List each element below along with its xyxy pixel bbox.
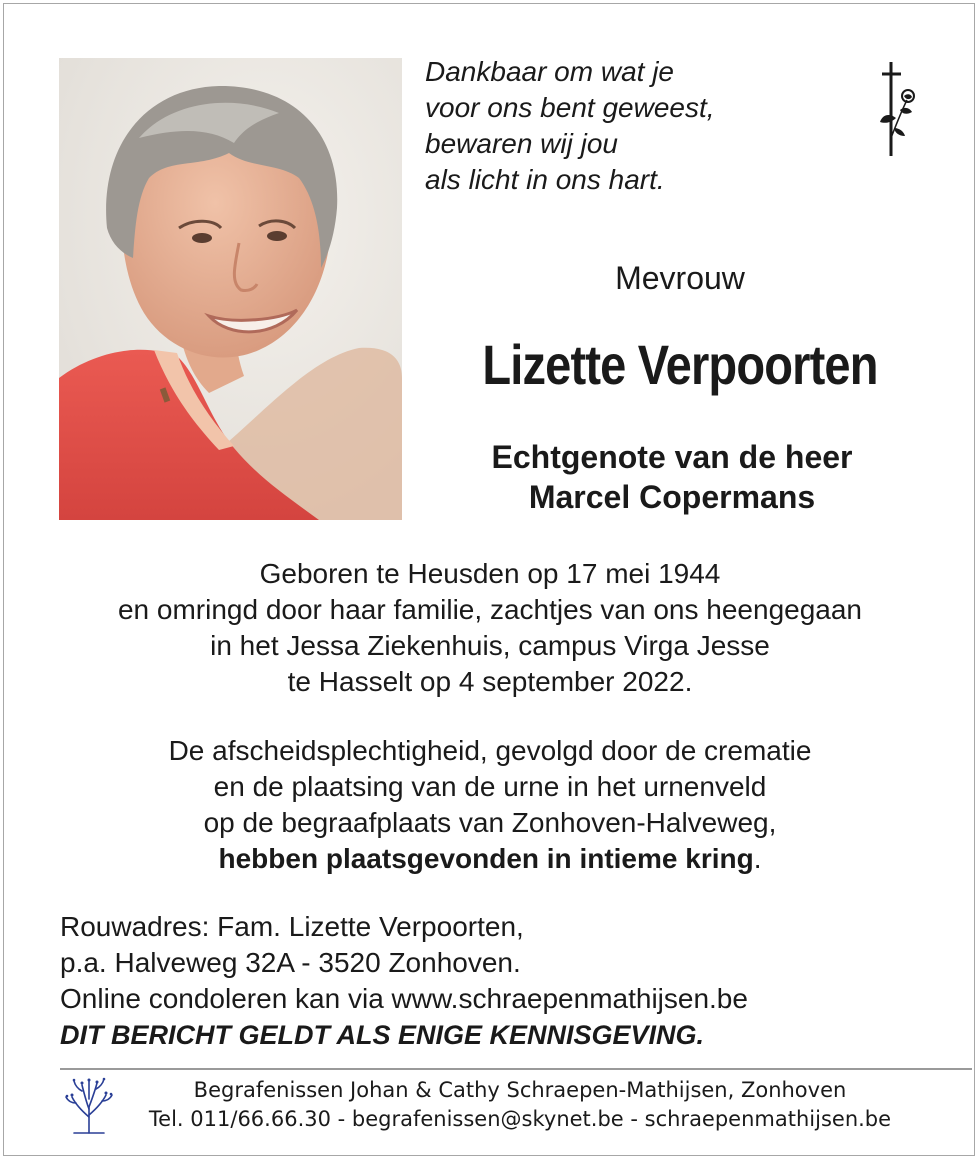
spouse-info — [440, 437, 904, 517]
ceremony-emphasis: hebben plaatsgevonden in intieme kring — [218, 843, 754, 874]
tree-icon — [64, 1077, 114, 1135]
online-condolence: Online condoleren kan via www.schraepenmathijsen.be — [60, 983, 748, 1014]
ceremony-text — [0, 733, 980, 877]
honorific: Mevrouw — [615, 260, 745, 296]
poem-line: bewaren wij jou — [425, 128, 618, 159]
birth-death-text — [0, 556, 980, 700]
memorial-poem — [425, 54, 715, 198]
deceased-name: Lizette Verpoorten — [482, 333, 878, 396]
text-line: De afscheidsplechtigheid, gevolgd door de crematie — [168, 735, 812, 766]
text-line — [0, 841, 980, 877]
text-line: en omringd door haar familie, zachtjes van ons heengegaan — [117, 594, 863, 625]
mourning-address: Rouwadres: Fam. Lizette Verpoorten, — [60, 911, 524, 942]
poem-line: als licht in ons hart. — [425, 164, 665, 195]
funeral-home-name: Begrafenissen Johan & Cathy Schraepen-Mathijsen, Zonhoven — [193, 1078, 847, 1102]
text-line: te Hasselt op 4 september 2022. — [287, 666, 693, 697]
funeral-home-contact: Tel. 011/66.66.30 - begrafenissen@skynet.be - schraepenmathijsen.be — [148, 1107, 892, 1131]
funeral-home-footer — [120, 1076, 920, 1134]
text-line: Geboren te Heusden op 17 mei 1944 — [259, 558, 721, 589]
cross-with-rose-icon — [874, 60, 920, 160]
official-notice: DIT BERICHT GELDT ALS ENIGE KENNISGEVING. — [60, 1020, 705, 1050]
text-line: in het Jessa Ziekenhuis, campus Virga Jesse — [210, 630, 770, 661]
portrait-illustration — [59, 58, 402, 520]
portrait-photo — [59, 58, 402, 520]
text-line: op de begraafplaats van Zonhoven-Halveweg, — [203, 807, 777, 838]
postal-address: p.a. Halveweg 32A - 3520 Zonhoven. — [60, 947, 521, 978]
poem-line: Dankbaar om wat je — [425, 56, 675, 87]
contact-block — [60, 909, 748, 1053]
footer-divider — [60, 1068, 972, 1070]
spouse-line: Echtgenote van de heer — [491, 439, 853, 475]
text-line: en de plaatsing van de urne in het urnenveld — [213, 771, 767, 802]
spouse-name: Marcel Copermans — [528, 479, 816, 515]
ceremony-end: . — [753, 843, 762, 874]
poem-line: voor ons bent geweest, — [425, 92, 715, 123]
